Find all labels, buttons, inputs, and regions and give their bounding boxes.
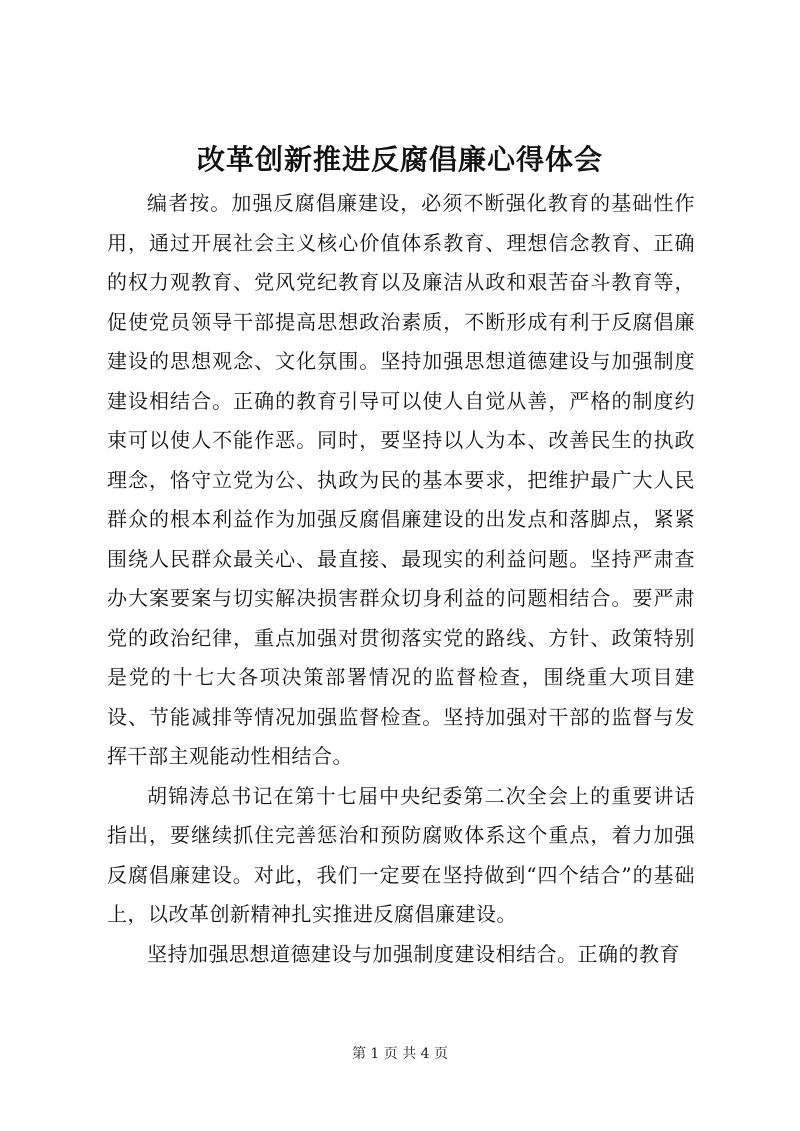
document-title: 改革创新推进反腐倡廉心得体会 [196, 143, 603, 176]
document-body [107, 184, 695, 974]
paragraph-continuation: 坚持加强思想道德建设与加强制度建设相结合。正确的教育 [147, 941, 680, 966]
page-footer: 第 1 页 共 4 页 [351, 1046, 449, 1062]
paragraph-editor-note: 编者按。加强反腐倡廉建设，必须不断强化教育的基础性作用，通过开展社会主义核心价值体系教育、理想信念教育、正确的权力观教育、党风党纪教育以及廉洁从政和艰苦奋斗教育等，促使党员领导干部提高思想政治素质，不断形成有利于反腐倡廉建设的思想观念、文化氛围。坚持加强思想道德建设与加强制度建设相结合。正确的教育引导可以使人自觉从善，严格的制度约束可以使人不能作恶。同时，要坚持以人为本、改善民生的执政理念，恪守立党为公、执政为民的基本要求，把维护最广大人民群众的根本利益作为加强反腐倡廉建设的出发点和落脚点，紧紧围绕人民群众最关心、最直接、最现实的利益问题。坚持严肃查办大案要案与切实解决损害群众切身利益的问题相结合。要严肃党的政治纪律，重点加强对贯彻落实党的路线、方针、政策特别是党的十七大各项决策部署情况的监督检查，围绕重大项目建设、节能减排等情况加强监督检查。坚持加强对干部的监督与发挥干部主观能动性相结合。 [107, 191, 695, 768]
paragraph-speech: 胡锦涛总书记在第十七届中央纪委第二次全会上的重要讲话指出，要继续抓住完善惩治和预防腐败体系这个重点，着力加强反腐倡廉建设。对此，我们一定要在坚持做到“四个结合”的基础上，以改革创新精神扎实推进反腐倡廉建设。 [107, 783, 695, 926]
